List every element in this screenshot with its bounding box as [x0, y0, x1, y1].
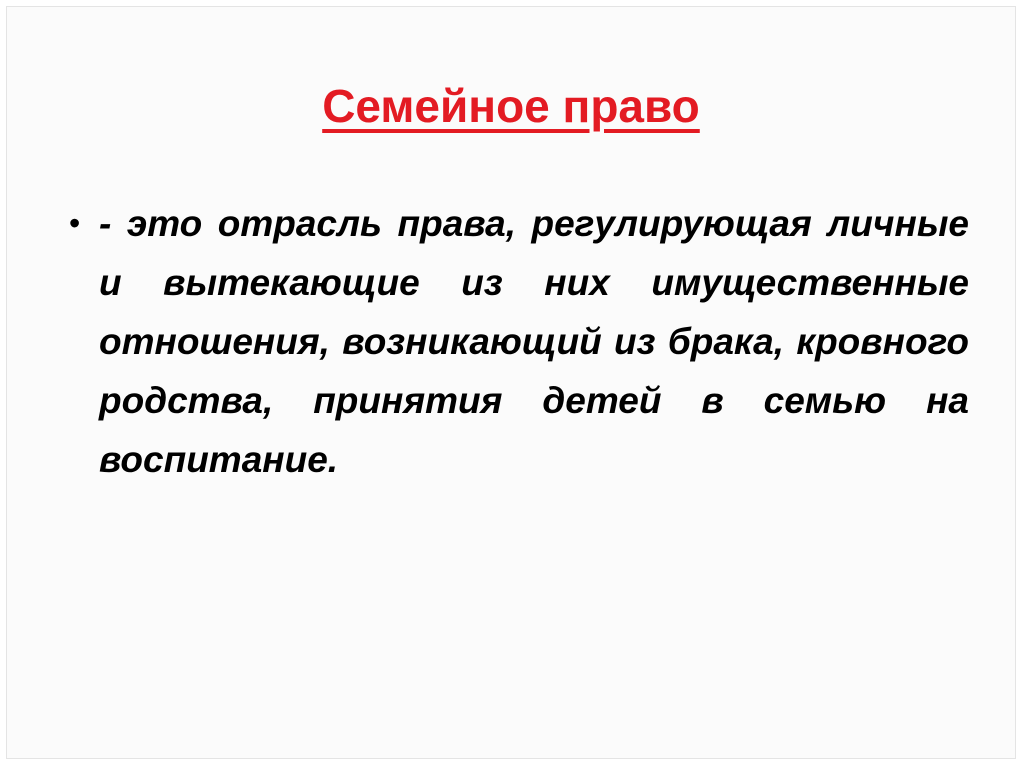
bullet-list	[69, 194, 969, 489]
bullet-text: - это отрасль права, регулирующая личные и вытекающие из них имущественные отношения, возникающий из брака, кровного родства, принятия детей в семью на воспитание.	[99, 203, 969, 480]
bullet-item	[69, 194, 969, 489]
bullet-marker: •	[69, 205, 81, 241]
slide	[6, 6, 1016, 759]
slide-title: Семейное право	[322, 80, 700, 132]
